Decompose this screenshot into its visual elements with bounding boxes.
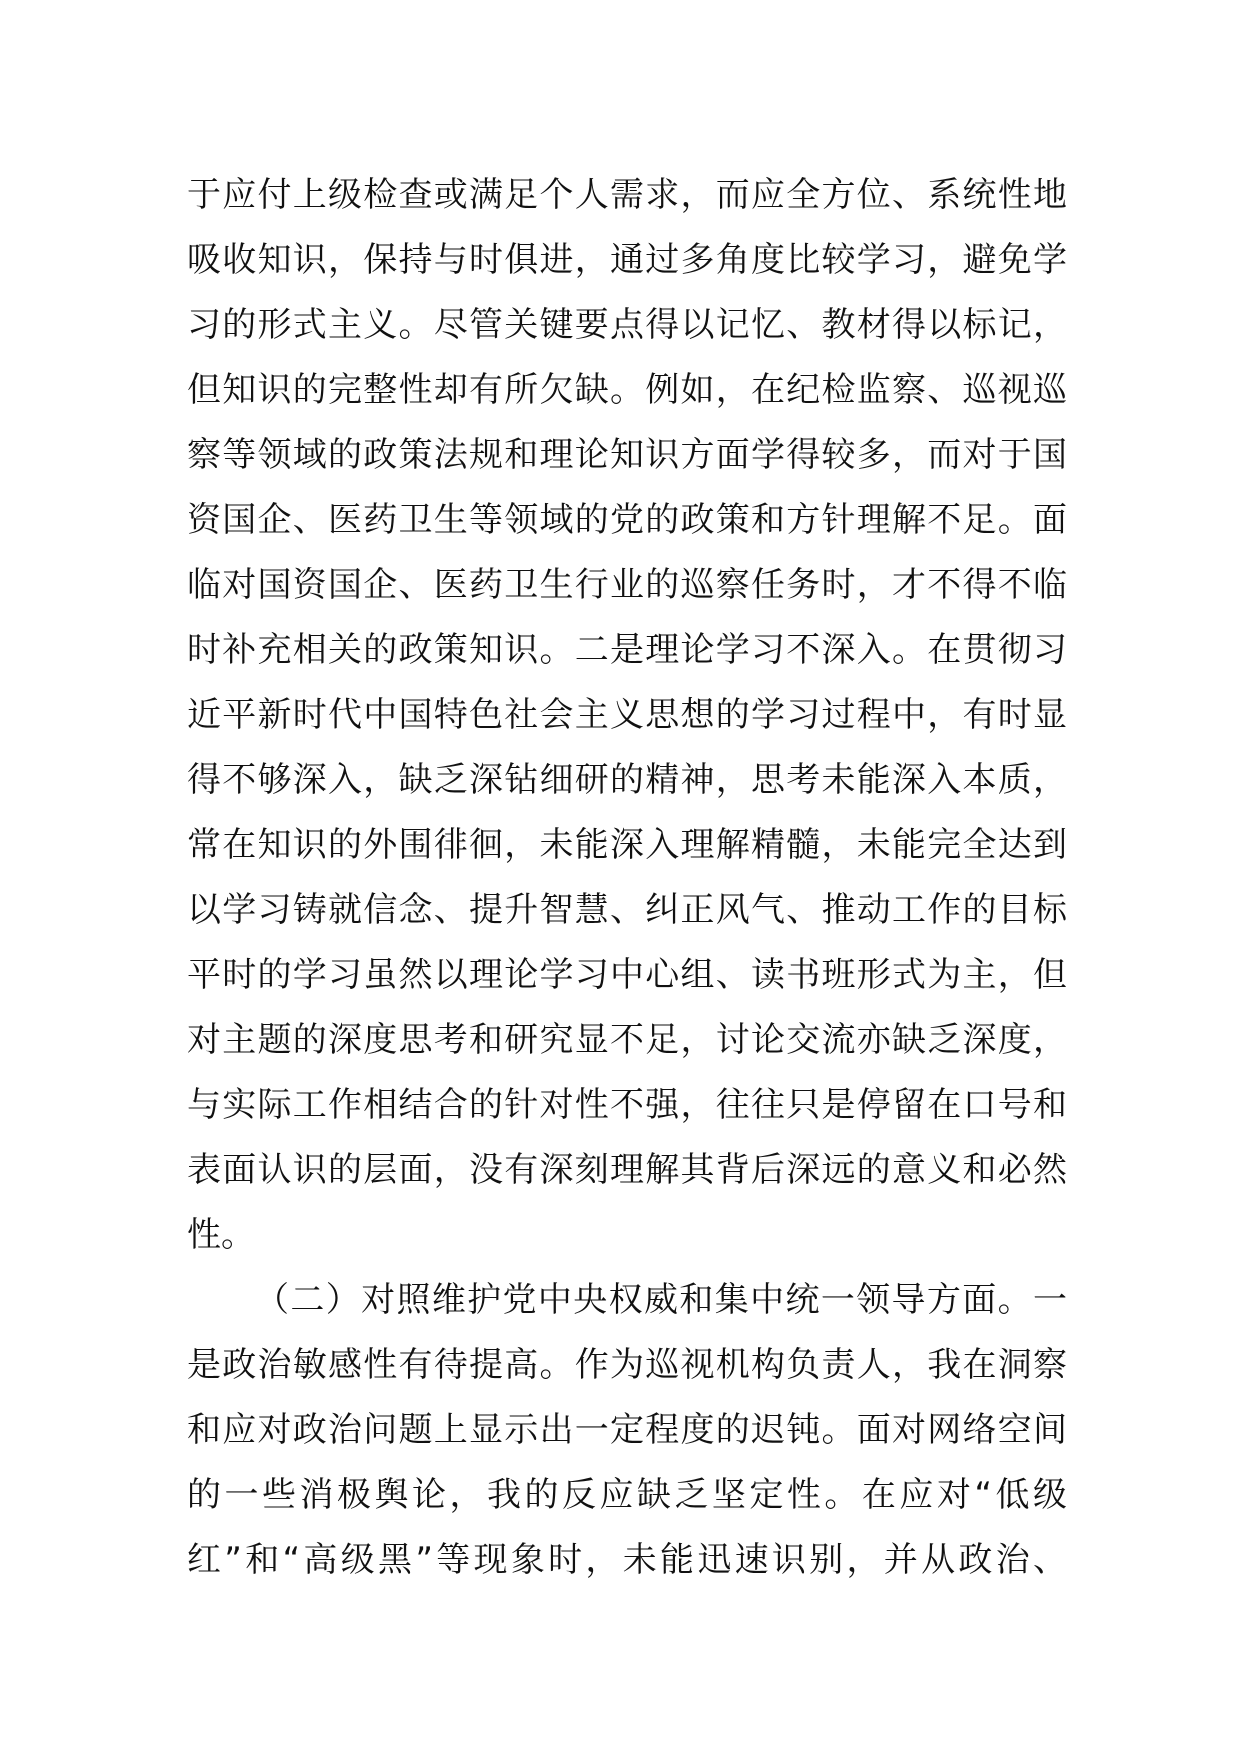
text-line: 吸收知识，保持与时俱进，通过多角度比较学习，避免学 [187,240,1067,280]
text-line: 临对国资国企、医药卫生行业的巡察任务时，才不得不临 [187,565,1067,605]
text-line: 和应对政治问题上显示出一定程度的迟钝。面对网络空间 [187,1410,1067,1450]
text-line: 得不够深入，缺乏深钻细研的精神，思考未能深入本质， [187,760,1067,800]
text-line: 资国企、医药卫生等领域的党的政策和方针理解不足。面 [187,500,1067,540]
text-line: 常在知识的外围徘徊，未能深入理解精髓，未能完全达到 [187,825,1067,865]
text-line: 的一些消极舆论，我的反应缺乏坚定性。在应对“低级 [187,1475,1067,1515]
text-line: 习的形式主义。尽管关键要点得以记忆、教材得以标记， [187,305,1067,345]
text-line: 平时的学习虽然以理论学习中心组、读书班形式为主，但 [187,955,1067,995]
text-line: 于应付上级检查或满足个人需求，而应全方位、系统性地 [187,175,1067,215]
text-line: 红”和“高级黑”等现象时，未能迅速识别，并从政治、 [187,1540,1067,1580]
text-line: 表面认识的层面，没有深刻理解其背后深远的意义和必然 [187,1150,1067,1190]
text-line: 察等领域的政策法规和理论知识方面学得较多，而对于国 [187,435,1067,475]
text-line: 时补充相关的政策知识。二是理论学习不深入。在贯彻习 [187,630,1067,670]
text-line: 性。 [187,1215,255,1255]
body-text [187,163,1067,1593]
text-line: 是政治敏感性有待提高。作为巡视机构负责人，我在洞察 [187,1345,1067,1385]
text-line: 对主题的深度思考和研究显不足，讨论交流亦缺乏深度， [187,1020,1067,1060]
text-line: 与实际工作相结合的针对性不强，往往只是停留在口号和 [187,1085,1067,1125]
text-line: 但知识的完整性却有所欠缺。例如，在纪检监察、巡视巡 [187,370,1067,410]
section-heading-line: （二）对照维护党中央权威和集中统一领导方面。一 [255,1280,1067,1320]
text-line: 以学习铸就信念、提升智慧、纠正风气、推动工作的目标 [187,890,1067,930]
text-line: 近平新时代中国特色社会主义思想的学习过程中，有时显 [187,695,1067,735]
